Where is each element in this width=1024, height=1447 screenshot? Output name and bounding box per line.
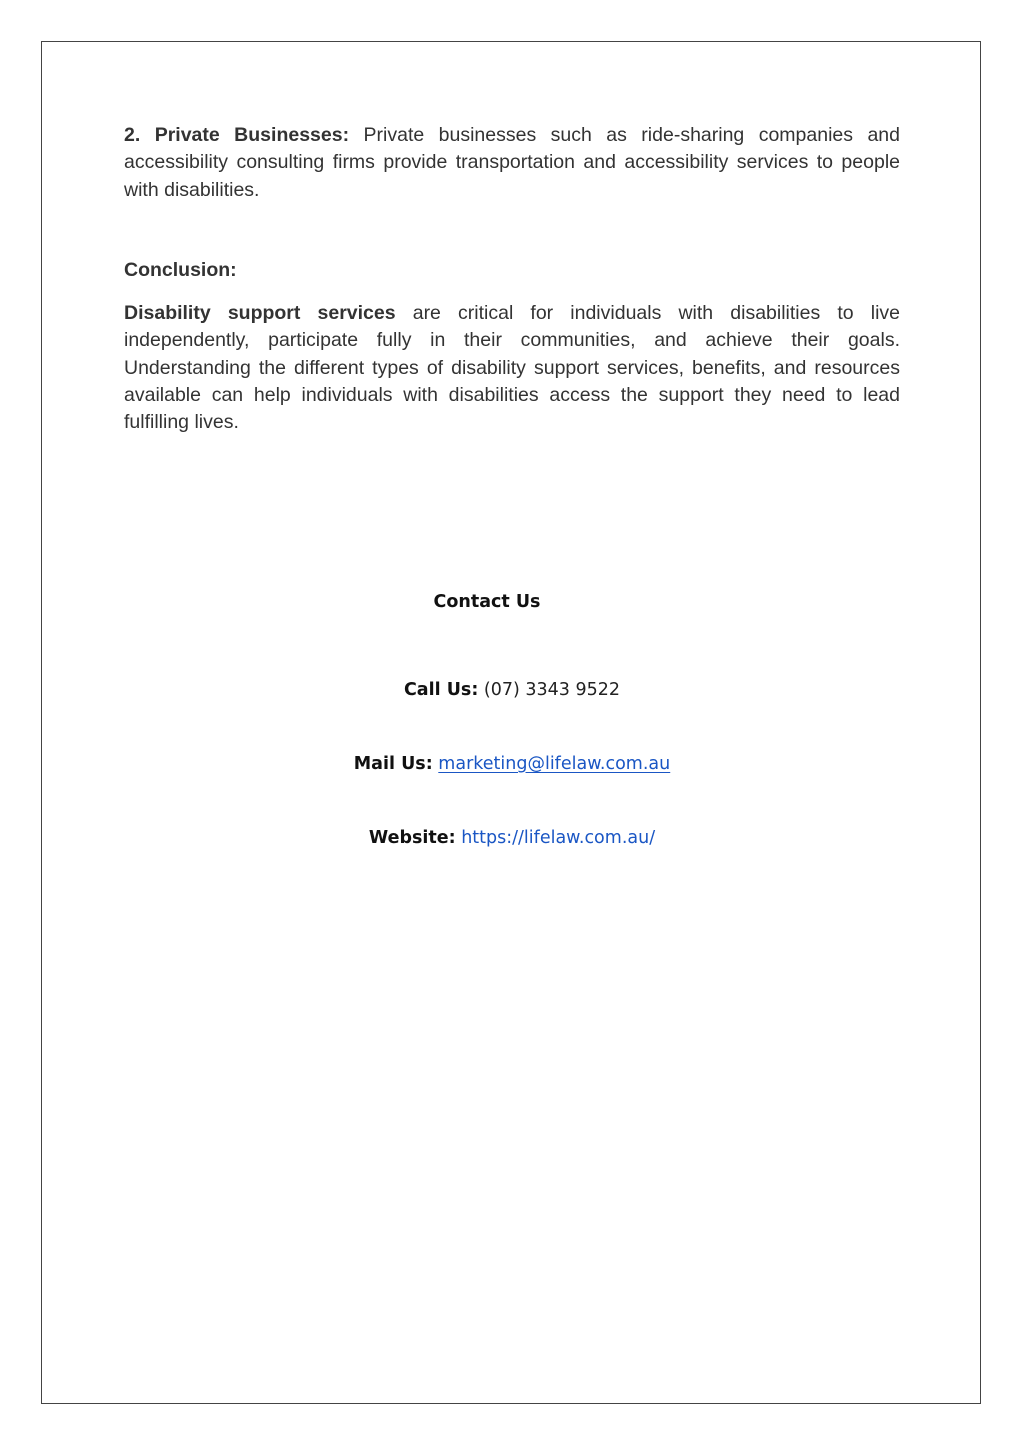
conclusion-body: are critical for individuals with disabilities to live independently, participate fully in their communities, and achieve their goals. Understanding the different types of disability support services, benefits, and resources available can help individuals with disabilities access the support they need to lead fulfilling lives. [124,302,900,434]
email-link[interactable]: marketing@lifelaw.com.au [438,754,671,774]
conclusion-paragraph [124,300,900,436]
contact-website-row [0,828,1024,848]
website-label: Website: [368,828,456,848]
contact-mail-row [0,754,1024,774]
contact-phone-row [0,680,1024,700]
phone-number[interactable]: (07) 3343 9522 [483,680,621,700]
conclusion-section [124,300,900,436]
private-businesses-section [124,122,900,204]
private-businesses-heading: 2. Private Businesses: [124,124,350,146]
private-businesses-body: Private businesses such as ride-sharing companies and accessibility consulting firms provide transportation and accessibility services to people with disabilities. [124,124,900,201]
page-frame [41,41,981,1404]
conclusion-lead: Disability support services [124,302,396,324]
private-businesses-paragraph [124,122,900,204]
contact-title: Contact Us [433,592,541,612]
website-link[interactable]: https://lifelaw.com.au/ [461,828,656,848]
mail-label: Mail Us: [353,754,433,774]
call-label: Call Us: [403,680,479,700]
conclusion-heading: Conclusion: [124,259,237,281]
